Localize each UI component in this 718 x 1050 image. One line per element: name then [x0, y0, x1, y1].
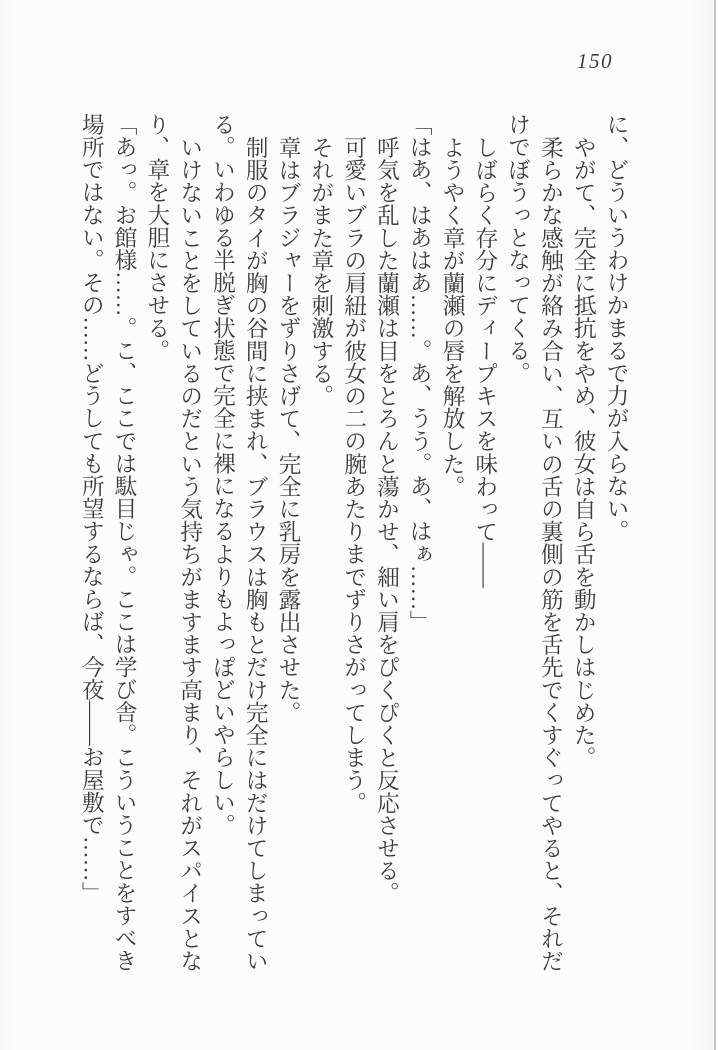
paragraph: 制服のタイが胸の谷間に挟まれ、ブラウスは胸もとだけ完全にはだけてしまっている。いわゆる半脱ぎ状態で完全に裸になるよりもよっぽどいやらしい。	[210, 113, 269, 972]
paragraph: に、どういうわけかまるで力が入らない。	[604, 113, 629, 543]
paragraph: 「はあ、はあはあ……。あ、うう。あ、はぁ……」	[407, 113, 433, 633]
paragraph: いけないことをしているのだという気持ちがますます高まり、それがスパイスとなり、章を大胆にさせる。	[144, 113, 203, 972]
paragraph: 呼気を乱した蘭瀬は目をとろんと蕩かせ、細い肩をぴくぴくと反応させる。	[374, 135, 400, 904]
paragraph: それがまた章を刺激する。	[308, 135, 334, 407]
paragraph: 柔らかな感触が絡み合い、互いの舌の裏側の筋を舌先でくすぐってやると、それだけでぼうっとなってくる。	[505, 113, 564, 972]
body-text	[73, 113, 632, 974]
paragraph: 可愛いブラの肩紐が彼女の二の腕あたりまでずりさがってしまう。	[341, 135, 367, 814]
paragraph: やがて、完全に抵抗をやめ、彼女は自ら舌を動かしはじめた。	[571, 135, 597, 769]
paragraph: ようやく章が蘭瀬の唇を解放した。	[440, 135, 466, 498]
page-number: 150	[577, 49, 613, 73]
page-edge-shadow	[714, 0, 716, 1050]
paragraph: しばらく存分にディープキスを味わって――	[472, 135, 498, 588]
paragraph: 章はブラジャーをずりさげて、完全に乳房を露出させた。	[276, 135, 302, 724]
paragraph: 「あっ。お館様……。こ、ここでは駄目じゃ。ここは学び舎。こういうことをすべき場所ではない。その……どうしても所望するならば、今夜――お屋敷で……」	[79, 113, 138, 972]
